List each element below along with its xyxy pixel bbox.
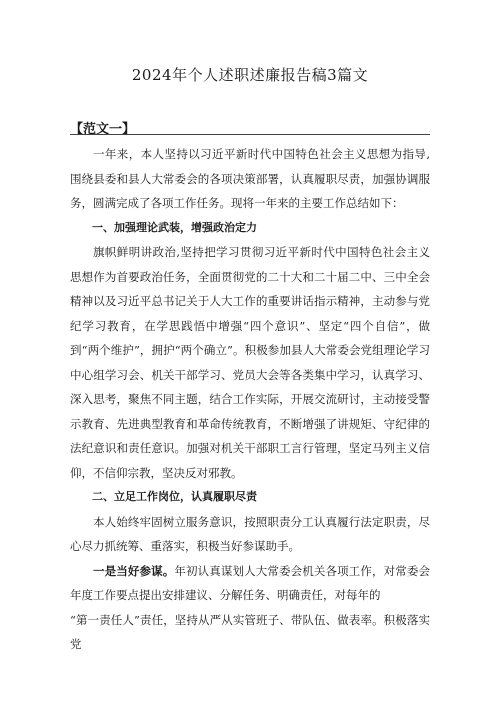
paragraph-2: 本人始终牢固树立服务意识，按照职责分工认真履行法定职责，尽心尽力抓统筹、重落实，积极当好参谋助手。 xyxy=(70,514,430,553)
heading-1: 一、加强理论武装，增强政治定力 xyxy=(92,220,257,234)
document-title: 2024年个人述职述廉报告稿3篇文 xyxy=(131,66,369,84)
paragraph-3-rest: 年初认真谋划人大常委会机关各项工作，对常委会年度工作要点提出安排建议、分解任务、明确责任，对每年的 xyxy=(70,563,430,602)
section-divider xyxy=(70,134,430,135)
paragraph-4: “第一责任人”责任，坚持从严从实管班子、带队伍、做表率。积极落实党 xyxy=(70,612,430,651)
heading-2: 二、立足工作岗位，认真履职尽责 xyxy=(92,490,257,503)
document-body xyxy=(70,142,430,657)
paragraph-3-lead: 一是当好参谋。 xyxy=(93,563,175,578)
paragraph-3 xyxy=(70,559,430,608)
intro-paragraph: 一年来，本人坚持以习近平新时代中国特色社会主义思想为指导,围绕县委和县人大常委会的各项决策部署，认真履职尽责，加强协调服务，圆满完成了各项工作任务。现将一年来的主要工作总结如下： xyxy=(70,147,430,210)
paragraph-1: 旗帜鲜明讲政治,坚持把学习贯彻习近平新时代中国特色社会主义思想作为首要政治任务，全面贯彻党的二十大和二十届二中、三中全会精神以及习近平总书记关于人大工作的重要讲话指示精神，主动参与党纪学习教育，在学思践悟中增强“四个意识”、坚定“四个自信”，做到“两个维护”，拥护“两个确立”。积极参加县人大常委会党组理论学习中心组学习会、机关干部学习、党员大会等各类集中学习，认真学习、深入思考，聚焦不同主题，结合工作实际，开展交流研讨，主动接受警示教育、先进典型教育和革命传统教育，不断增强了讲规矩、守纪律的法纪意识和责任意识。加强对机关干部职工言行管理，坚定马列主义信仰，不信仰宗教，坚决反对邪教。 xyxy=(70,245,430,480)
section-label: 【范文一】 xyxy=(70,122,136,137)
